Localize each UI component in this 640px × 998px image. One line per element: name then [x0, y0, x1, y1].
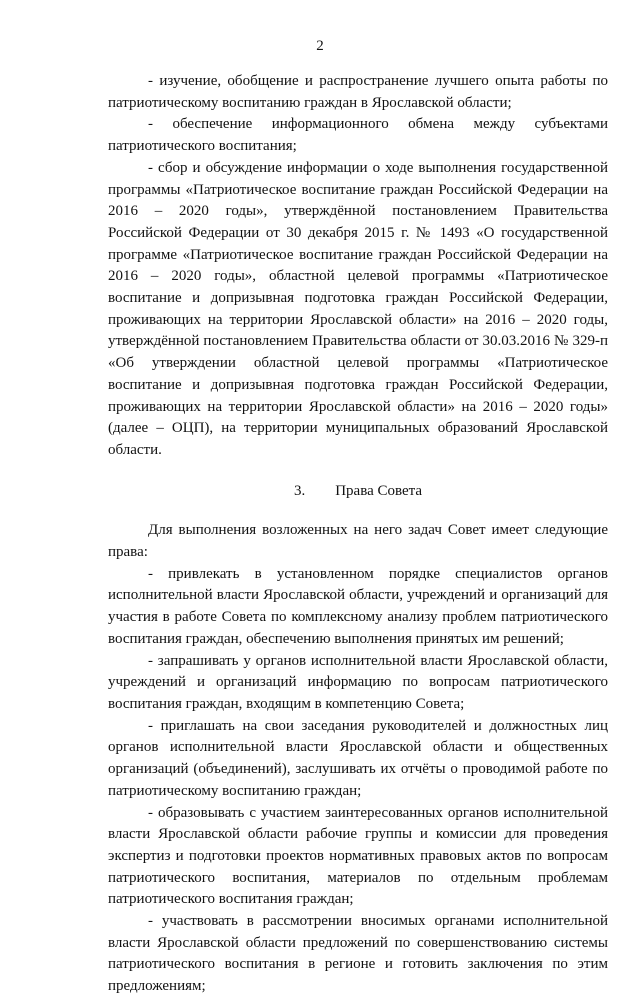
paragraph: - образовывать с участием заинтересованных органов исполнительной власти Ярославской области рабочие группы и комиссии для проведения экспертиз и подготовки проектов нормативных правовых актов по вопросам патриотического воспитания, материалов по отдельным проблемам патриотического воспитания граждан; — [108, 804, 608, 908]
paragraph: Для выполнения возложенных на него задач Совет имеет следующие права: — [108, 522, 608, 561]
section-number: 3. — [293, 482, 306, 499]
paragraph: - изучение, обобщение и распространение лучшего опыта работы по патриотическому воспитанию граждан в Ярославской области; — [108, 73, 608, 111]
paragraph: - сбор и обсуждение информации о ходе выполнения государственной программы «Патриотическое воспитание граждан Российской Федерации на 2016 – 2020 годы», утверждённой постановлением Правительства Российской Федерации от 30 декабря 2015 г. № 1493 «О государственной программе «Патриотическое воспитание граждан Российской Федерации на 2016 – 2020 годы», областной целевой программы «Патриотическое воспитание и допризывная подготовка граждан Российской Федерации, проживающих на территории Ярославской области» на 2016 – 2020 годы, утверждённой постановлением Правительства области от 30.03.2016 № 329-п «Об утверждении областной целевой программы «Патриотическое воспитание и допризывная подготовка граждан Российской Федерации, проживающих на территории Ярославской области» на 2016 – 2020 годы» (далее – ОЦП), на территории муниципальных образований Ярославской области. — [108, 159, 608, 458]
paragraph: - запрашивать у органов исполнительной власти Ярославской области, учреждений и организаций информацию по вопросам патриотического воспитания граждан, входящим в компетенцию Совета; — [108, 652, 608, 712]
paragraph: - привлекать в установленном порядке специалистов органов исполнительной власти Ярославской области, учреждений и организаций для участия в работе Совета по комплексному анализу проблем патриотического воспитания граждан, обеспечению выполнения принятых им решений; — [108, 565, 608, 647]
section-title: Права Совета — [335, 482, 423, 499]
paragraph: - участвовать в рассмотрении вносимых органами исполнительной власти Ярославской области предложений по совершенствованию системы патриотического воспитания в регионе и готовить заключения по этим предложениям; — [108, 913, 608, 995]
section-heading — [108, 481, 608, 503]
document-body — [108, 71, 608, 998]
paragraph: - обеспечение информационного обмена между субъектами патриотического воспитания; — [108, 116, 608, 155]
page-number: 2 — [316, 38, 324, 54]
paragraph: - приглашать на свои заседания руководителей и должностных лиц органов исполнительной власти Ярославской области и общественных организаций (объединений), заслушивать их отчёты о проводимой работе по патриотическому воспитанию граждан; — [108, 717, 608, 799]
